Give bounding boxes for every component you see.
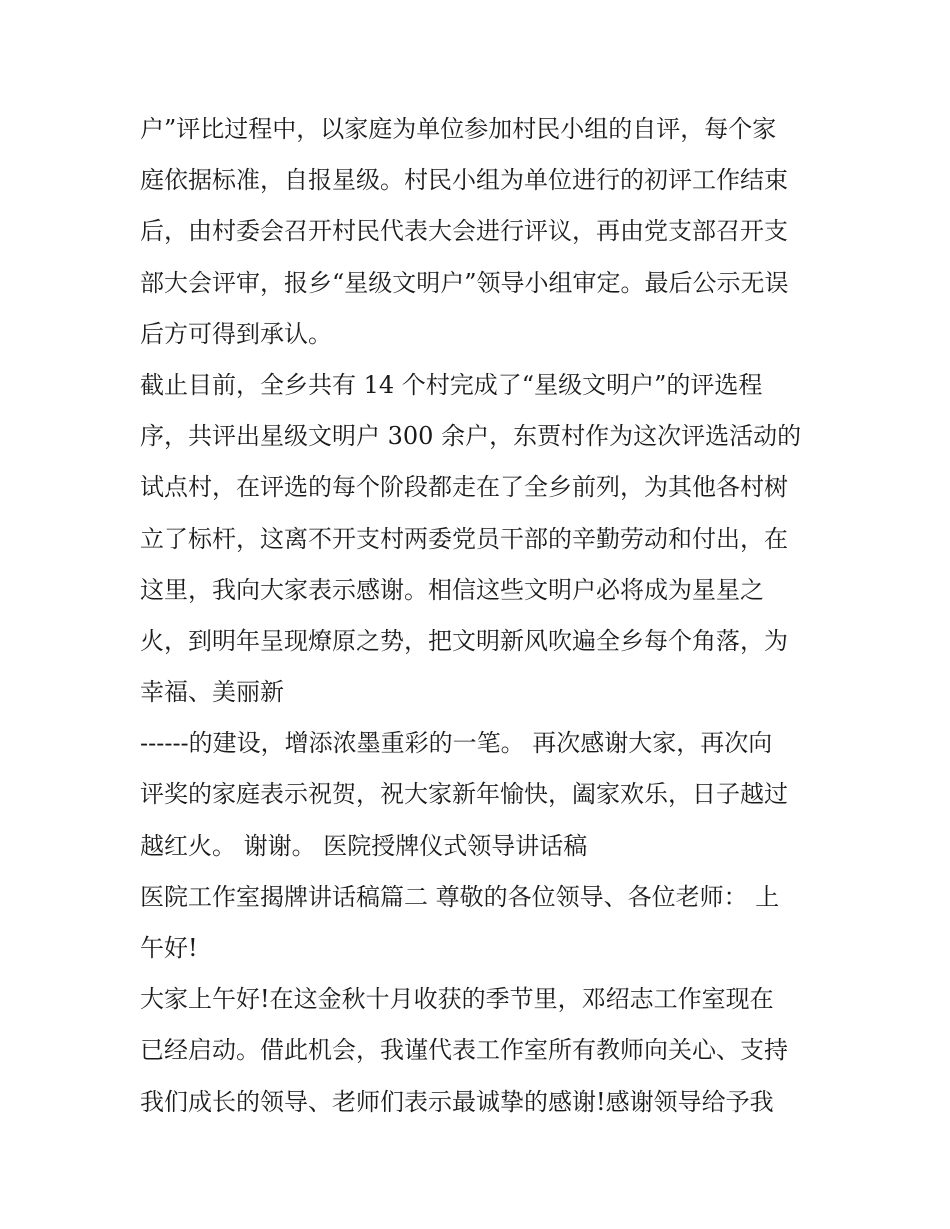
text-line: 庭依据标准，自报星级。村民小组为单位进行的初评工作结束 bbox=[140, 166, 788, 195]
text-line: 火，到明年呈现燎原之势，把文明新风吹遍全乡每个角落，为 bbox=[140, 626, 788, 655]
text-line: 午好! bbox=[140, 934, 198, 962]
text-line: 截止目前，全乡共有 14 个村完成了“星级文明户”的评选程 bbox=[140, 370, 763, 399]
text-line: 医院工作室揭牌讲话稿篇二 尊敬的各位领导、各位老师： 上 bbox=[140, 882, 780, 911]
text-line: 评奖的家庭表示祝贺，祝大家新年愉快，阖家欢乐，日子越过 bbox=[140, 780, 788, 809]
text-line: 大家上午好!在这金秋十月收获的季节里，邓绍志工作室现在 bbox=[140, 985, 774, 1014]
text-line: 这里，我向大家表示感谢。相信这些文明户必将成为星星之 bbox=[140, 575, 764, 604]
text-line: 幸福、美丽新 bbox=[140, 678, 284, 707]
text-line: 户”评比过程中，以家庭为单位参加村民小组的自评，每个家 bbox=[140, 115, 777, 143]
text-line: 部大会评审，报乡“星级文明户”领导小组审定。最后公示无误 bbox=[140, 268, 789, 297]
body-text bbox=[140, 104, 830, 1128]
text-line: 已经启动。借此机会，我谨代表工作室所有教师向关心、支持 bbox=[140, 1036, 788, 1065]
text-line: ------的建设，增添浓墨重彩的一笔。 再次感谢大家，再次向 bbox=[140, 729, 773, 758]
text-line: 立了标杆，这离不开支村两委党员干部的辛勤劳动和付出，在 bbox=[140, 524, 788, 553]
text-line: 试点村，在评选的每个阶段都走在了全乡前列，为其他各村树 bbox=[140, 473, 788, 502]
text-line: 后方可得到承认。 bbox=[140, 319, 332, 348]
text-line: 后，由村委会召开村民代表大会进行评议，再由党支部召开支 bbox=[140, 217, 788, 246]
text-line: 越红火。 谢谢。 医院授牌仪式领导讲话稿 bbox=[140, 831, 588, 860]
text-line: 我们成长的领导、老师们表示最诚挚的感谢!感谢领导给予我 bbox=[140, 1087, 774, 1116]
text-line: 序，共评出星级文明户 300 余户，东贾村作为这次评选活动的 bbox=[140, 422, 802, 451]
